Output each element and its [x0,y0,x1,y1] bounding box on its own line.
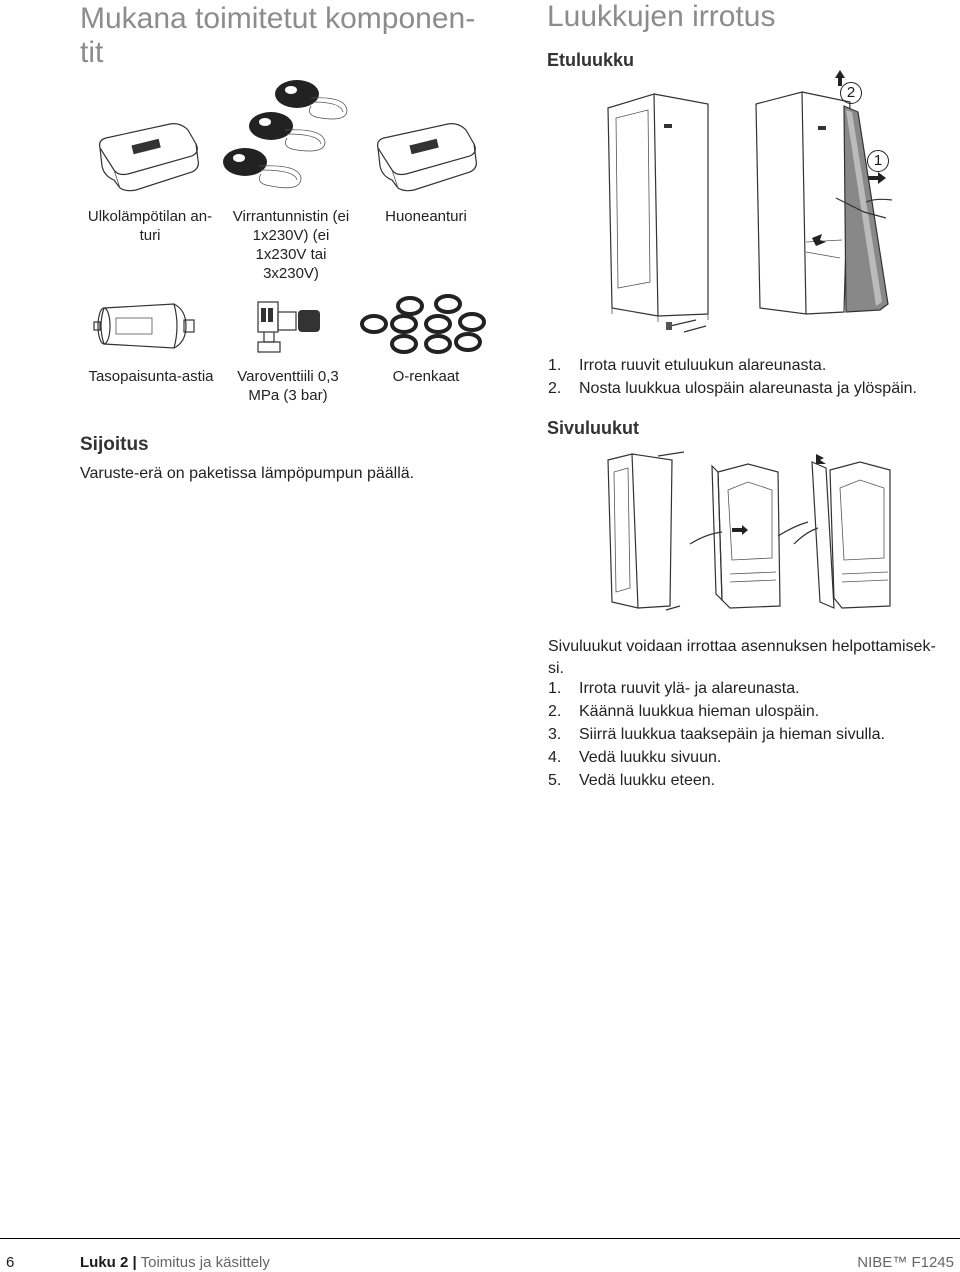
side-step-3 [548,723,948,746]
side-step-5-number: 5. [548,772,562,789]
placement-text: Varuste-erä on paketissa lämpöpumpun päällä. [80,465,415,482]
expansion-vessel-caption-line1: Tasopaisunta-astia [88,368,214,385]
side-step-4 [548,746,948,769]
footer-separator: | [132,1254,137,1271]
current-sensor-caption-line2: 1x230V) (ei [252,227,330,244]
expansion-vessel-caption [78,367,224,386]
side-panels-heading: Sivuluukut [547,418,640,438]
side-panels-intro [548,636,948,680]
side-panel-steps [548,677,948,792]
current-sensor-illustration [225,76,355,200]
side-step-2 [548,700,948,723]
side-step-1-number: 1. [548,680,562,697]
callout-2: 2 [840,82,862,104]
footer-chapter [80,1254,270,1271]
side-step-1 [548,677,948,700]
side-step-3-text: Siirrä luukkua taaksepäin ja hieman sivulla. [579,726,885,743]
front-step-1-number: 1. [548,357,562,374]
side-step-3-number: 3. [548,726,562,743]
outdoor-sensor-caption-line2: turi [139,227,161,244]
current-sensor-caption-line4: 3x230V) [263,265,319,282]
footer-section-label: Toimitus ja käsittely [140,1254,270,1271]
front-step-2-text: Nosta luukkua ulospäin alareunasta ja ylöspäin. [579,380,917,397]
o-rings-caption-line1: O-renkaat [392,368,460,385]
current-sensor-caption-line3: 1x230V tai [255,246,327,263]
outdoor-sensor-caption-line1: Ulkolämpötilan an- [87,208,213,225]
safety-valve-caption-line2: MPa (3 bar) [248,387,328,404]
components-title-line1: Mukana toimitetut komponen- [80,2,476,35]
front-step-2 [548,377,948,400]
front-panel-steps [548,354,948,400]
front-step-1-text: Irrota ruuvit etuluukun alareunasta. [579,357,827,374]
components-title-line2: tit [80,36,104,69]
page-number: 6 [6,1254,15,1271]
front-panel-removal-illustration [596,82,896,332]
front-step-1 [548,354,948,377]
side-step-1-text: Irrota ruuvit ylä- ja alareunasta. [579,680,800,697]
front-step-2-number: 2. [548,380,562,397]
safety-valve-caption [218,367,358,405]
outdoor-sensor-illustration [92,120,204,200]
current-sensor-caption [216,207,366,283]
side-step-5-text: Vedä luukku eteen. [579,772,716,789]
o-rings-illustration [360,294,490,356]
placement-heading: Sijoitus [80,434,149,455]
side-step-4-text: Vedä luukku sivuun. [579,749,722,766]
footer-brand: NIBE™ [857,1254,908,1271]
footer-chapter-label: Luku 2 [80,1254,129,1271]
footer-model: F1245 [911,1254,954,1271]
callout-1: 1 [867,150,889,172]
safety-valve-illustration [246,298,326,356]
o-rings-caption [366,367,486,386]
current-sensor-caption-line1: Virrantunnistin (ei [232,208,350,225]
front-panel-heading: Etuluukku [547,50,635,70]
side-panels-intro-line2: si. [548,660,564,677]
outdoor-sensor-caption [80,207,220,245]
side-panels-intro-line1: Sivuluukut voidaan irrottaa asennuksen helpottamisek- [548,638,936,655]
components-title [80,2,475,70]
side-panel-removal-illustration [598,448,908,614]
side-step-2-text: Käännä luukkua hieman ulospäin. [579,703,820,720]
panel-removal-title: Luukkujen irrotus [547,0,776,33]
expansion-vessel-illustration [90,294,200,358]
side-step-5 [548,769,948,792]
room-sensor-illustration [370,120,482,200]
footer-product [857,1254,954,1271]
footer-divider [0,1238,960,1239]
side-step-2-number: 2. [548,703,562,720]
side-step-4-number: 4. [548,749,562,766]
room-sensor-caption-line1: Huoneanturi [385,208,467,225]
room-sensor-caption [366,207,486,226]
safety-valve-caption-line1: Varoventtiili 0,3 [237,368,339,385]
